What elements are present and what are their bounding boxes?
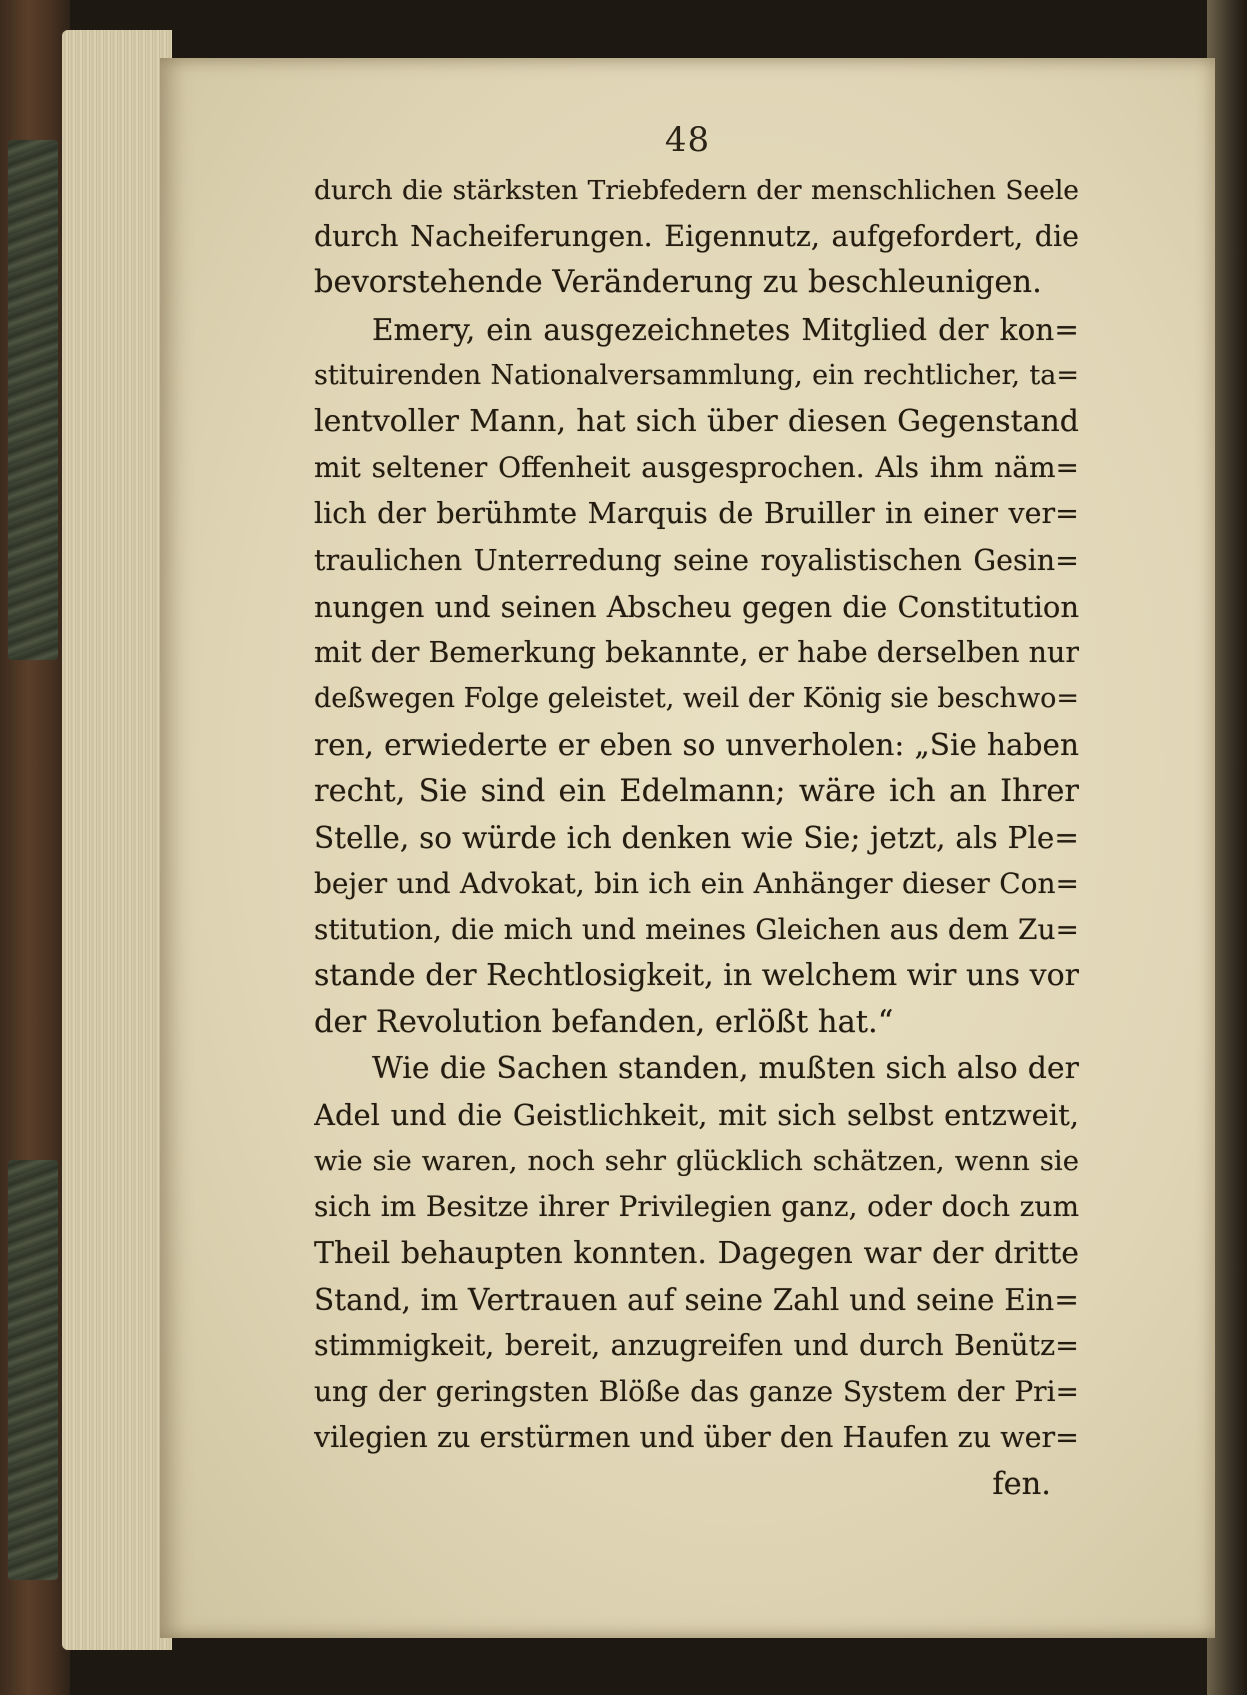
text-line: traulichen Unterredung seine royalistischen Gesin= xyxy=(314,543,1079,577)
text-line: Theil behaupten konnten. Dagegen war der dritte xyxy=(314,1235,1079,1271)
book-page xyxy=(160,58,1215,1638)
text-line: mit der Bemerkung bekannte, er habe derselben nur xyxy=(314,636,1079,670)
page-edges xyxy=(62,30,172,1650)
book-cover-edge xyxy=(0,0,70,1695)
text-line: bejer und Advokat, bin ich ein Anhänger dieser Con= xyxy=(314,867,1079,901)
text-line: stitution, die mich und meines Gleichen aus dem Zu= xyxy=(314,913,1079,947)
text-line: durch die stärksten Triebfedern der menschlichen Seele xyxy=(314,175,1079,206)
text-line: ung der geringsten Blöße das ganze System der Pri= xyxy=(314,1375,1079,1409)
page-number: 48 xyxy=(664,120,711,160)
text-line: stituirenden Nationalversammlung, ein rechtlicher, ta= xyxy=(314,359,1079,391)
text-line: vilegien zu erstürmen und über den Haufen zu wer= xyxy=(314,1421,1079,1455)
text-line: wie sie waren, noch sehr glücklich schätzen, wenn sie xyxy=(314,1145,1079,1178)
catchword-line: fen. xyxy=(992,1466,1051,1502)
marbled-cover-pattern xyxy=(8,140,58,660)
text-line: mit seltener Offenheit ausgesprochen. Als ihm näm= xyxy=(314,451,1079,485)
text-line: deßwegen Folge geleistet, weil der König sie beschwo= xyxy=(314,683,1079,715)
text-line: stande der Rechtlosigkeit, in welchem wir uns vor xyxy=(314,958,1079,994)
text-line: Adel und die Geistlichkeit, mit sich selbst entzweit, xyxy=(314,1098,1079,1133)
text-line: durch Nacheiferungen. Eigennutz, aufgefordert, die xyxy=(314,220,1079,254)
text-line: der Revolution befanden, erlößt hat.“ xyxy=(314,1004,894,1040)
text-line: lentvoller Mann, hat sich über diesen Gegenstand xyxy=(314,404,1079,440)
text-line: Emery, ein ausgezeichnetes Mitglied der kon= xyxy=(372,312,1079,347)
text-line: Stand, im Vertrauen auf seine Zahl und seine Ein= xyxy=(314,1282,1079,1317)
page-body-text xyxy=(314,168,1079,1508)
text-line: nungen und seinen Abscheu gegen die Constitution xyxy=(314,589,1079,624)
marbled-cover-pattern-lower xyxy=(8,1160,58,1580)
text-line: recht, Sie sind ein Edelmann; wäre ich an Ihrer xyxy=(314,773,1079,809)
text-line: stimmigkeit, bereit, anzugreifen und durch Benütz= xyxy=(314,1329,1079,1363)
text-line: bevorstehende Veränderung zu beschleunigen. xyxy=(314,265,1042,301)
text-line: Wie die Sachen standen, mußten sich also der xyxy=(372,1050,1079,1086)
text-line: sich im Besitze ihrer Privilegien ganz, oder doch zum xyxy=(314,1190,1079,1224)
text-line: Stelle, so würde ich denken wie Sie; jetzt, als Ple= xyxy=(314,820,1079,855)
text-line: lich der berühmte Marquis de Bruiller in einer ver= xyxy=(314,497,1079,531)
text-line: ren, erwiederte er eben so unverholen: „Sie haben xyxy=(314,728,1079,763)
